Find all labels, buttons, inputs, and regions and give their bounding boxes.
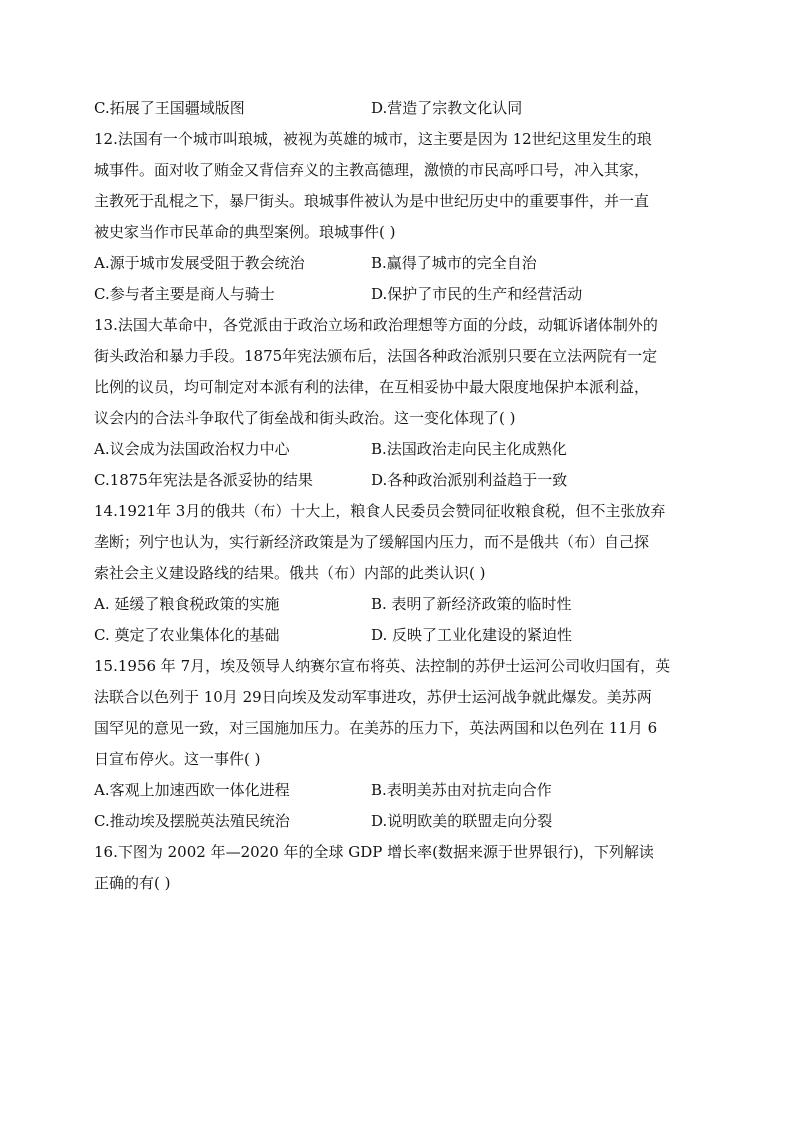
question-14 bbox=[94, 496, 700, 651]
q12-option-b[interactable]: B.赢得了城市的完全自治 bbox=[371, 254, 537, 272]
q15-option-a[interactable]: A.客观上加速西欧一体化进程 bbox=[94, 781, 290, 799]
q12-options-row-1 bbox=[94, 248, 700, 279]
q13-option-b[interactable]: B.法国政治走向民主化成熟化 bbox=[371, 440, 567, 458]
question-15-stem-line: 日宣布停火。这一事件( ) bbox=[94, 750, 261, 768]
q13-options-row-1 bbox=[94, 434, 700, 465]
q12-option-a[interactable]: A.源于城市发展受阻于教会统治 bbox=[94, 254, 305, 272]
q13-option-a[interactable]: A.议会成为法国政治权力中心 bbox=[94, 440, 290, 458]
question-16-stem-line: 16.下图为 2002 年—2020 年的全球 GDP 增长率(数据来源于世界银行)，下列解读 bbox=[94, 843, 654, 861]
question-15-stem-line: 国罕见的意见一致，对三国施加压力。在美苏的压力下，英法两国和以色列在 11月 6 bbox=[94, 719, 658, 737]
question-14-stem-line: 14.1921年 3月的俄共（布）十大上，粮食人民委员会赞同征收粮食税，但不主张放弃 bbox=[94, 502, 666, 520]
exam-page bbox=[94, 93, 700, 899]
question-12-stem-line: 12.法国有一个城市叫琅城，被视为英雄的城市，这主要是因为 12世纪这里发生的琅 bbox=[94, 130, 652, 148]
q14-option-c[interactable]: C. 奠定了农业集体化的基础 bbox=[94, 626, 280, 644]
question-13-stem-line: 议会内的合法斗争取代了街垒战和街头政治。这一变化体现了( ) bbox=[94, 409, 516, 427]
question-13-stem-line: 比例的议员，均可制定对本派有利的法律，在互相妥协中最大限度地保护本派利益， bbox=[94, 378, 650, 396]
q12-option-d[interactable]: D.保护了市民的生产和经营活动 bbox=[371, 285, 583, 303]
q13-option-c[interactable]: C.1875年宪法是各派妥协的结果 bbox=[94, 471, 313, 489]
question-15-stem-line: 15.1956 年 7月，埃及领导人纳赛尔宣布将英、法控制的苏伊士运河公司收归国有，英 bbox=[94, 657, 671, 675]
question-12-stem-line: 主教死于乱棍之下，暴尸街头。琅城事件被认为是中世纪历史中的重要事件，并一直 bbox=[94, 192, 650, 210]
q14-options-row-2 bbox=[94, 620, 700, 651]
question-13-stem-line: 13.法国大革命中，各党派由于政治立场和政治理想等方面的分歧，动辄诉诸体制外的 bbox=[94, 316, 658, 334]
q14-options-row-1 bbox=[94, 589, 700, 620]
q11-options-row-1 bbox=[94, 93, 700, 124]
question-13 bbox=[94, 310, 700, 496]
q14-option-a[interactable]: A. 延缓了粮食税政策的实施 bbox=[94, 595, 280, 613]
q11-option-c[interactable]: C.拓展了王国疆域版图 bbox=[94, 99, 245, 117]
q15-option-d[interactable]: D.说明欧美的联盟走向分裂 bbox=[371, 812, 553, 830]
question-12 bbox=[94, 124, 700, 310]
q12-option-c[interactable]: C.参与者主要是商人与骑士 bbox=[94, 285, 275, 303]
q13-option-d[interactable]: D.各种政治派别利益趋于一致 bbox=[371, 471, 568, 489]
q14-option-d[interactable]: D. 反映了工业化建设的紧迫性 bbox=[371, 626, 573, 644]
question-13-stem-line: 街头政治和暴力手段。1875年宪法颁布后，法国各种政治派别只要在立法两院有一定 bbox=[94, 347, 658, 365]
q11-option-d[interactable]: D.营造了宗教文化认同 bbox=[371, 99, 523, 117]
q14-option-b[interactable]: B. 表明了新经济政策的临时性 bbox=[371, 595, 572, 613]
question-15-stem-line: 法联合以色列于 10月 29日向埃及发动军事进攻，苏伊士运河战争就此爆发。美苏两 bbox=[94, 688, 652, 706]
question-15 bbox=[94, 651, 700, 837]
question-14-stem-line: 垄断；列宁也认为，实行新经济政策是为了缓解国内压力，而不是俄共（布）自己探 bbox=[94, 533, 650, 551]
q13-options-row-2 bbox=[94, 465, 700, 496]
q15-options-row-1 bbox=[94, 775, 700, 806]
q15-option-b[interactable]: B.表明美苏由对抗走向合作 bbox=[371, 781, 552, 799]
question-14-stem-line: 索社会主义建设路线的结果。俄共（布）内部的此类认识( ) bbox=[94, 564, 486, 582]
q15-options-row-2 bbox=[94, 806, 700, 837]
q15-option-c[interactable]: C.推动埃及摆脱英法殖民统治 bbox=[94, 812, 290, 830]
question-12-stem-line: 被史家当作市民革命的典型案例。琅城事件( ) bbox=[94, 223, 396, 241]
question-16-stem-line: 正确的有( ) bbox=[94, 874, 171, 892]
question-12-stem-line: 城事件。面对收了贿金又背信弃义的主教高德理，激愤的市民高呼口号，冲入其家， bbox=[94, 161, 650, 179]
question-16 bbox=[94, 837, 700, 899]
q12-options-row-2 bbox=[94, 279, 700, 310]
